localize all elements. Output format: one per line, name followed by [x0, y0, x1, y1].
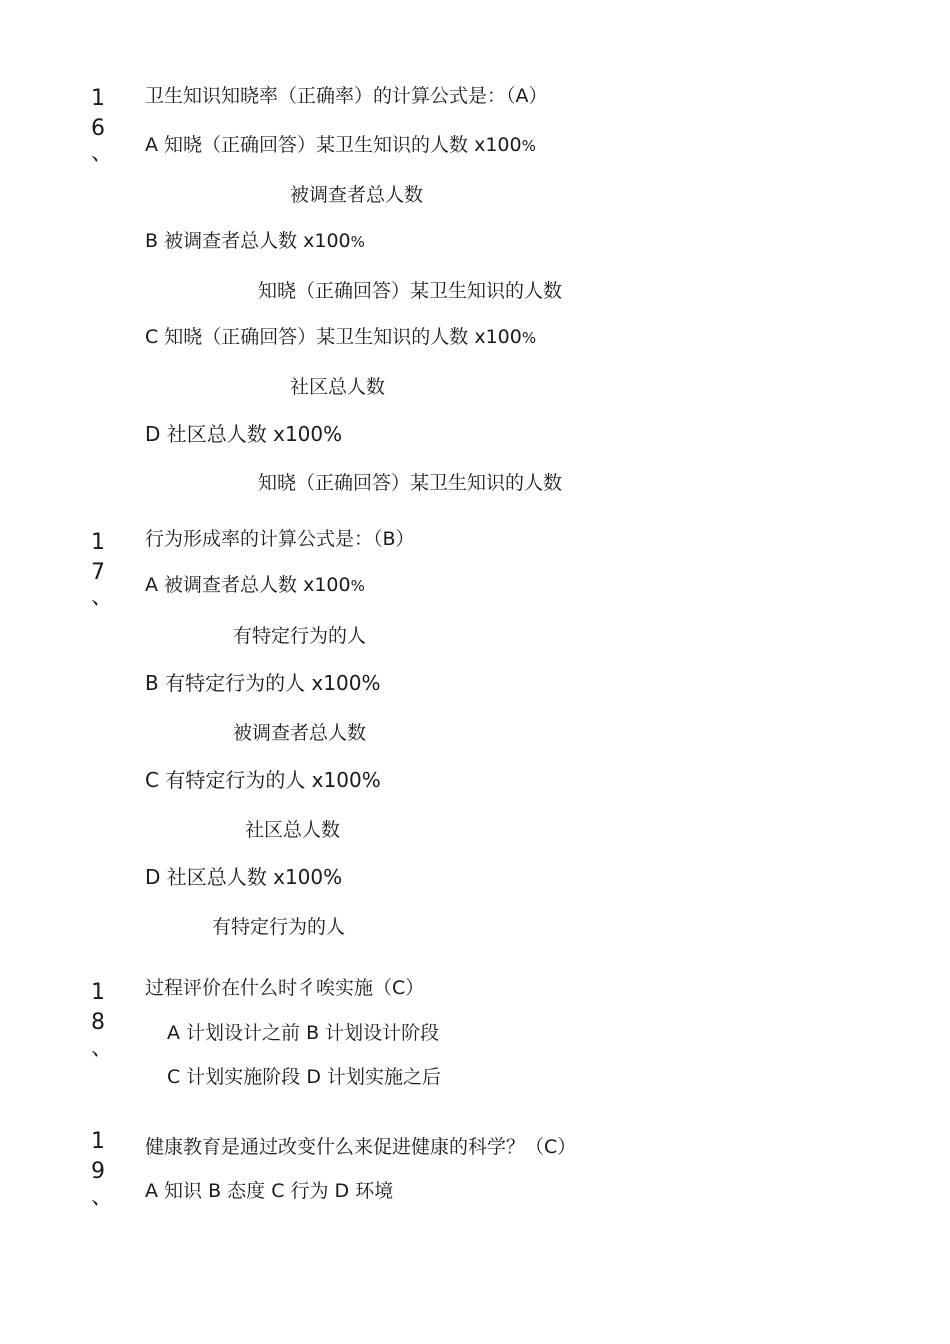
option-a: A 被调查者总人数 x100% [145, 574, 365, 596]
option-d-denominator: 知晓（正确回答）某卫生知识的人数 [258, 472, 563, 494]
option-a-denominator: 被调查者总人数 [290, 184, 424, 206]
option-b-denominator: 被调查者总人数 [233, 722, 367, 744]
question-number-digit: 9 [91, 1159, 105, 1184]
question-number-mark: 、 [91, 1185, 114, 1210]
option-c-denominator: 社区总人数 [245, 819, 341, 841]
question-number-mark: 、 [91, 141, 114, 166]
option-b-denominator: 知晓（正确回答）某卫生知识的人数 [258, 280, 563, 302]
option-a-denominator: 有特定行为的人 [233, 625, 367, 647]
option-d-denominator: 有特定行为的人 [212, 916, 346, 938]
question-number-digit: 7 [91, 560, 105, 585]
option-d: D 社区总人数 x100% [145, 865, 343, 889]
question-number-digit: 8 [91, 1010, 105, 1035]
question-number-mark: 、 [91, 1036, 114, 1061]
question-number-digit: 1 [91, 1129, 105, 1154]
option-b: B 被调查者总人数 x100% [145, 230, 365, 252]
option-c: C 知晓（正确回答）某卫生知识的人数 x100% [145, 326, 537, 348]
question-text: 行为形成率的计算公式是：（B） [145, 528, 415, 550]
question-text: 过程评价在什么时彳唉实施（C） [145, 977, 425, 999]
options-line-2: C 计划实施阶段 D 计划实施之后 [167, 1066, 442, 1088]
options-line-1: A 计划设计之前 B 计划设计阶段 [167, 1022, 440, 1044]
options-line-1: A 知识 B 态度 C 行为 D 环境 [145, 1180, 394, 1202]
question-number-digit: 1 [91, 980, 105, 1005]
option-c: C 有特定行为的人 x100% [145, 768, 381, 792]
question-number-digit: 6 [91, 116, 105, 141]
question-text: 卫生知识知晓率（正确率）的计算公式是：（A） [145, 85, 548, 107]
question-number-mark: 、 [91, 585, 114, 610]
question-text: 健康教育是通过改变什么来促进健康的科学？（C） [145, 1136, 577, 1158]
option-b: B 有特定行为的人 x100% [145, 671, 381, 695]
option-d: D 社区总人数 x100% [145, 422, 343, 446]
option-c-denominator: 社区总人数 [290, 376, 386, 398]
question-number-digit: 1 [91, 86, 105, 111]
option-a: A 知晓（正确回答）某卫生知识的人数 x100% [145, 134, 536, 156]
question-number-digit: 1 [91, 530, 105, 555]
